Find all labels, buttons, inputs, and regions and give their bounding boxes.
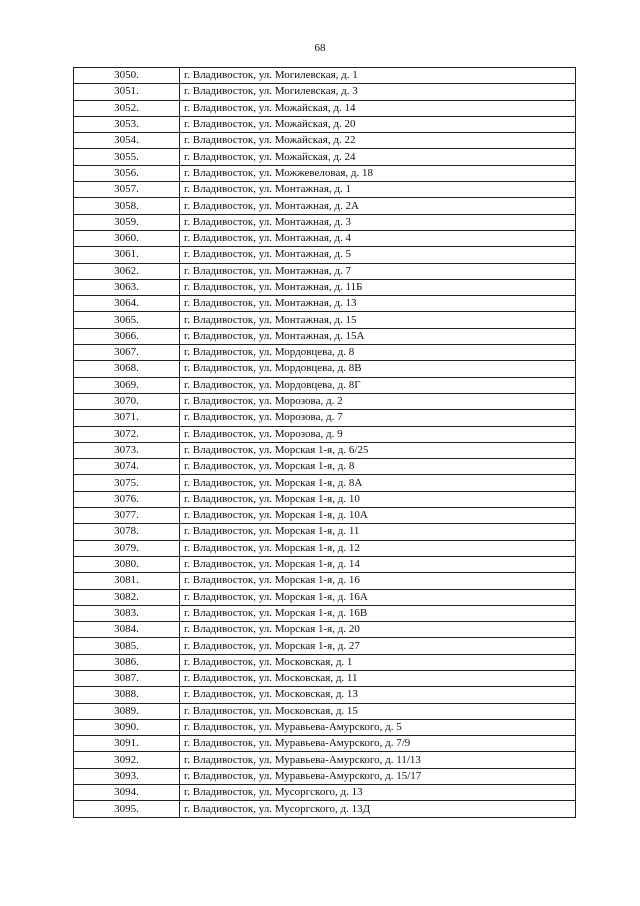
table-row bbox=[74, 377, 576, 393]
table-row bbox=[74, 589, 576, 605]
row-address: г. Владивосток, ул. Московская, д. 1 bbox=[180, 654, 576, 670]
row-number: 3082. bbox=[74, 589, 180, 605]
row-address: г. Владивосток, ул. Монтажная, д. 2А bbox=[180, 198, 576, 214]
row-number: 3080. bbox=[74, 556, 180, 572]
row-address: г. Владивосток, ул. Морозова, д. 9 bbox=[180, 426, 576, 442]
row-address: г. Владивосток, ул. Можайская, д. 14 bbox=[180, 100, 576, 116]
table-row bbox=[74, 361, 576, 377]
table-row bbox=[74, 410, 576, 426]
row-address: г. Владивосток, ул. Морская 1-я, д. 14 bbox=[180, 556, 576, 572]
row-address: г. Владивосток, ул. Монтажная, д. 15А bbox=[180, 328, 576, 344]
row-address: г. Владивосток, ул. Монтажная, д. 5 bbox=[180, 247, 576, 263]
row-address: г. Владивосток, ул. Морская 1-я, д. 12 bbox=[180, 540, 576, 556]
row-number: 3071. bbox=[74, 410, 180, 426]
row-address: г. Владивосток, ул. Монтажная, д. 1 bbox=[180, 182, 576, 198]
row-address: г. Владивосток, ул. Мордовцева, д. 8 bbox=[180, 345, 576, 361]
row-number: 3067. bbox=[74, 345, 180, 361]
row-number: 3094. bbox=[74, 785, 180, 801]
row-number: 3073. bbox=[74, 442, 180, 458]
row-address: г. Владивосток, ул. Мордовцева, д. 8Г bbox=[180, 377, 576, 393]
row-number: 3052. bbox=[74, 100, 180, 116]
table-row bbox=[74, 638, 576, 654]
table-row bbox=[74, 719, 576, 735]
row-number: 3087. bbox=[74, 670, 180, 686]
table-row bbox=[74, 605, 576, 621]
row-address: г. Владивосток, ул. Морская 1-я, д. 8 bbox=[180, 459, 576, 475]
table-row bbox=[74, 475, 576, 491]
table-row bbox=[74, 214, 576, 230]
table-row bbox=[74, 182, 576, 198]
row-address: г. Владивосток, ул. Можайская, д. 22 bbox=[180, 133, 576, 149]
row-number: 3088. bbox=[74, 687, 180, 703]
row-address: г. Владивосток, ул. Морская 1-я, д. 20 bbox=[180, 622, 576, 638]
table-row bbox=[74, 670, 576, 686]
table-row bbox=[74, 263, 576, 279]
table-row bbox=[74, 556, 576, 572]
row-number: 3081. bbox=[74, 573, 180, 589]
table-row bbox=[74, 508, 576, 524]
table-row bbox=[74, 442, 576, 458]
row-number: 3074. bbox=[74, 459, 180, 475]
row-number: 3058. bbox=[74, 198, 180, 214]
row-number: 3055. bbox=[74, 149, 180, 165]
row-address: г. Владивосток, ул. Мордовцева, д. 8В bbox=[180, 361, 576, 377]
row-address: г. Владивосток, ул. Московская, д. 13 bbox=[180, 687, 576, 703]
table-row bbox=[74, 785, 576, 801]
row-address: г. Владивосток, ул. Морская 1-я, д. 6/25 bbox=[180, 442, 576, 458]
page-number: 68 bbox=[314, 42, 326, 54]
row-address: г. Владивосток, ул. Морская 1-я, д. 10 bbox=[180, 491, 576, 507]
row-number: 3070. bbox=[74, 393, 180, 409]
row-number: 3068. bbox=[74, 361, 180, 377]
row-address: г. Владивосток, ул. Муравьева-Амурского, д. 11/13 bbox=[180, 752, 576, 768]
row-number: 3062. bbox=[74, 263, 180, 279]
row-address: г. Владивосток, ул. Морская 1-я, д. 11 bbox=[180, 524, 576, 540]
table-row bbox=[74, 736, 576, 752]
table-row bbox=[74, 801, 576, 817]
row-address: г. Владивосток, ул. Муравьева-Амурского, д. 7/9 bbox=[180, 736, 576, 752]
table-row bbox=[74, 654, 576, 670]
row-number: 3056. bbox=[74, 165, 180, 181]
row-address: г. Владивосток, ул. Монтажная, д. 7 bbox=[180, 263, 576, 279]
row-address: г. Владивосток, ул. Морская 1-я, д. 8А bbox=[180, 475, 576, 491]
row-address: г. Владивосток, ул. Можайская, д. 24 bbox=[180, 149, 576, 165]
row-number: 3085. bbox=[74, 638, 180, 654]
row-number: 3061. bbox=[74, 247, 180, 263]
table-row bbox=[74, 703, 576, 719]
table-row bbox=[74, 459, 576, 475]
table-row bbox=[74, 296, 576, 312]
table-row bbox=[74, 230, 576, 246]
table-row bbox=[74, 149, 576, 165]
address-table bbox=[73, 67, 576, 818]
table-row bbox=[74, 345, 576, 361]
row-number: 3072. bbox=[74, 426, 180, 442]
row-number: 3065. bbox=[74, 312, 180, 328]
table-row bbox=[74, 540, 576, 556]
row-number: 3084. bbox=[74, 622, 180, 638]
row-number: 3053. bbox=[74, 116, 180, 132]
row-address: г. Владивосток, ул. Московская, д. 11 bbox=[180, 670, 576, 686]
address-table-body bbox=[74, 68, 576, 818]
table-row bbox=[74, 573, 576, 589]
row-number: 3076. bbox=[74, 491, 180, 507]
table-row bbox=[74, 328, 576, 344]
row-number: 3092. bbox=[74, 752, 180, 768]
row-number: 3057. bbox=[74, 182, 180, 198]
row-address: г. Владивосток, ул. Мусоргского, д. 13 bbox=[180, 785, 576, 801]
row-address: г. Владивосток, ул. Московская, д. 15 bbox=[180, 703, 576, 719]
row-address: г. Владивосток, ул. Морозова, д. 2 bbox=[180, 393, 576, 409]
table-row bbox=[74, 198, 576, 214]
table-row bbox=[74, 68, 576, 84]
row-number: 3079. bbox=[74, 540, 180, 556]
row-address: г. Владивосток, ул. Могилевская, д. 1 bbox=[180, 68, 576, 84]
table-row bbox=[74, 491, 576, 507]
table-row bbox=[74, 247, 576, 263]
row-number: 3078. bbox=[74, 524, 180, 540]
row-number: 3086. bbox=[74, 654, 180, 670]
row-address: г. Владивосток, ул. Морская 1-я, д. 10А bbox=[180, 508, 576, 524]
row-number: 3089. bbox=[74, 703, 180, 719]
table-row bbox=[74, 687, 576, 703]
row-number: 3090. bbox=[74, 719, 180, 735]
row-number: 3095. bbox=[74, 801, 180, 817]
row-number: 3064. bbox=[74, 296, 180, 312]
row-address: г. Владивосток, ул. Муравьева-Амурского, д. 15/17 bbox=[180, 768, 576, 784]
row-address: г. Владивосток, ул. Морская 1-я, д. 16 bbox=[180, 573, 576, 589]
table-row bbox=[74, 752, 576, 768]
row-address: г. Владивосток, ул. Монтажная, д. 15 bbox=[180, 312, 576, 328]
row-address: г. Владивосток, ул. Монтажная, д. 11Б bbox=[180, 279, 576, 295]
row-number: 3050. bbox=[74, 68, 180, 84]
table-row bbox=[74, 116, 576, 132]
row-number: 3051. bbox=[74, 84, 180, 100]
table-row bbox=[74, 133, 576, 149]
row-address: г. Владивосток, ул. Морская 1-я, д. 27 bbox=[180, 638, 576, 654]
row-address: г. Владивосток, ул. Мусоргского, д. 13Д bbox=[180, 801, 576, 817]
row-number: 3091. bbox=[74, 736, 180, 752]
row-number: 3075. bbox=[74, 475, 180, 491]
row-number: 3059. bbox=[74, 214, 180, 230]
row-number: 3054. bbox=[74, 133, 180, 149]
row-address: г. Владивосток, ул. Могилевская, д. 3 bbox=[180, 84, 576, 100]
table-row bbox=[74, 279, 576, 295]
table-row bbox=[74, 393, 576, 409]
row-number: 3069. bbox=[74, 377, 180, 393]
row-address: г. Владивосток, ул. Монтажная, д. 3 bbox=[180, 214, 576, 230]
table-row bbox=[74, 312, 576, 328]
row-address: г. Владивосток, ул. Морская 1-я, д. 16А bbox=[180, 589, 576, 605]
table-row bbox=[74, 84, 576, 100]
row-address: г. Владивосток, ул. Монтажная, д. 13 bbox=[180, 296, 576, 312]
table-row bbox=[74, 100, 576, 116]
table-row bbox=[74, 426, 576, 442]
row-number: 3093. bbox=[74, 768, 180, 784]
row-number: 3066. bbox=[74, 328, 180, 344]
row-address: г. Владивосток, ул. Морозова, д. 7 bbox=[180, 410, 576, 426]
row-number: 3077. bbox=[74, 508, 180, 524]
row-number: 3083. bbox=[74, 605, 180, 621]
row-address: г. Владивосток, ул. Муравьева-Амурского, д. 5 bbox=[180, 719, 576, 735]
table-row bbox=[74, 622, 576, 638]
row-address: г. Владивосток, ул. Морская 1-я, д. 16В bbox=[180, 605, 576, 621]
row-address: г. Владивосток, ул. Монтажная, д. 4 bbox=[180, 230, 576, 246]
row-address: г. Владивосток, ул. Можайская, д. 20 bbox=[180, 116, 576, 132]
row-address: г. Владивосток, ул. Можжевеловая, д. 18 bbox=[180, 165, 576, 181]
row-number: 3060. bbox=[74, 230, 180, 246]
table-row bbox=[74, 768, 576, 784]
table-row bbox=[74, 165, 576, 181]
table-row bbox=[74, 524, 576, 540]
row-number: 3063. bbox=[74, 279, 180, 295]
